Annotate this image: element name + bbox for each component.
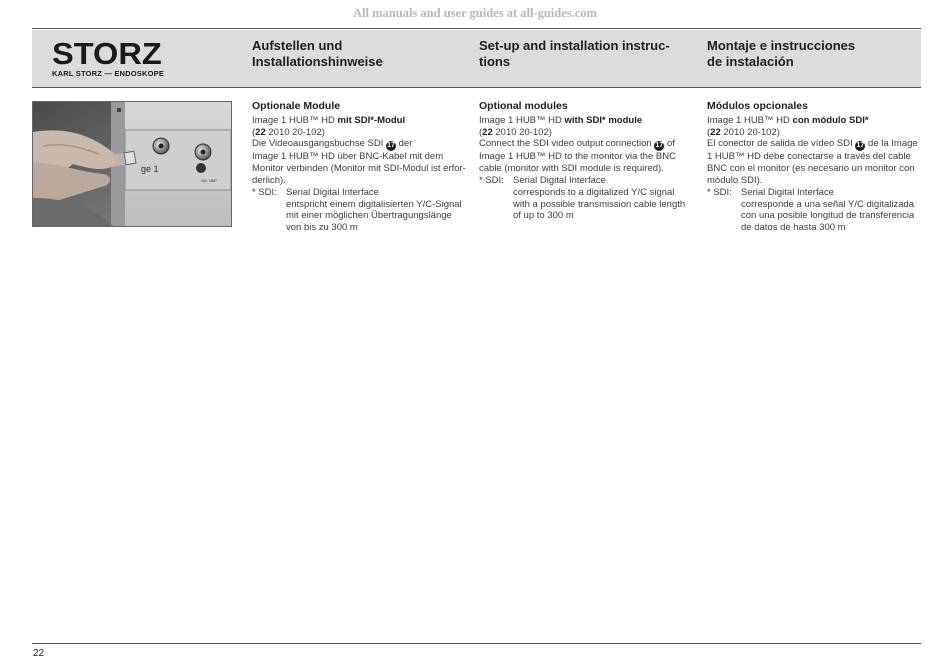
bottom-rule — [32, 643, 921, 644]
device-label-text: ge 1 — [141, 164, 159, 174]
page-number: 22 — [33, 648, 45, 659]
instruction-line: Die Videoausgangsbuchse SDI 17 der — [252, 138, 413, 150]
subtitle-english: Optional modules — [479, 100, 568, 112]
instruction-line: BNC con el monitor (es necesario un monitor con — [707, 163, 915, 175]
logo-wordmark: STORZ — [52, 36, 162, 71]
logo-subtitle: KARL STORZ — ENDOSKOPE — [52, 69, 165, 78]
footnote-sdi: * SDI: Serial Digital Interface corresponds to a digitalized Y/C signal with a possible transmission cable length of up to 300 m — [479, 174, 686, 222]
header-spanish: Montaje e instrucciones de instalación — [707, 38, 856, 69]
instruction-line: módulo SDI). — [707, 174, 763, 186]
ref-number-badge: 17 — [856, 142, 865, 150]
instruction-line: Monitor verbinden (Monitor mit SDI-Modul ist erfor- — [252, 163, 466, 175]
instruction-line: Image 1 HUB™ HD über BNC-Kabel mit dem — [252, 151, 444, 163]
watermark-text: All manuals and user guides at all-guides.com — [353, 6, 597, 20]
article-code: (22 2010 20-102) — [707, 126, 780, 138]
serial-label-text: SN: NBP — [201, 178, 218, 183]
instruction-line: Connect the SDI video output connection 17 of — [479, 138, 675, 150]
instruction-line: 1 HUB™ HD debe conectarse a través del cable — [707, 151, 911, 163]
subtitle-german: Optionale Module — [252, 100, 341, 112]
article-code: (22 2010 20-102) — [479, 126, 552, 138]
instruction-line: El conector de salida de vídeo SDI 17 de la Image — [707, 138, 918, 150]
column-spanish — [707, 101, 918, 234]
storz-logo — [52, 36, 165, 78]
footnote-sdi: * SDI: Serial Digital Interface entspricht einem digitalisierten Y/C-Signal mit einer möglichen Übertragungslänge von bis zu 300 m — [252, 186, 462, 234]
connection-photo — [32, 101, 232, 227]
footnote-sdi: * SDI: Serial Digital Interface corresponde a una señal Y/C digitalizada con una posible longitud de transferencia de datos de hasta 300 m — [707, 186, 915, 234]
module-line: Image 1 HUB™ HD with SDI* module — [479, 114, 643, 126]
article-code: (22 2010 20-102) — [252, 126, 325, 138]
instruction-line: Image 1 HUB™ HD to the monitor via the BNC — [479, 151, 676, 163]
column-english — [479, 101, 685, 222]
top-rule — [32, 28, 921, 29]
module-line: Image 1 HUB™ HD con módulo SDI* — [707, 114, 869, 126]
module-line: Image 1 HUB™ HD mit SDI*-Modul — [252, 114, 406, 126]
column-german — [252, 101, 466, 234]
instruction-line: derlich). — [252, 174, 286, 186]
header-english: Set-up and installation instruc- tions — [479, 38, 670, 69]
subtitle-spanish: Módulos opcionales — [707, 100, 808, 112]
header-german: Aufstellen und Installationshinweise — [252, 38, 383, 69]
header-band — [32, 30, 921, 88]
ref-number-badge: 17 — [387, 142, 395, 150]
ref-number-badge: 17 — [655, 142, 664, 150]
instruction-line: cable (monitor with SDI module is required). — [479, 163, 664, 175]
